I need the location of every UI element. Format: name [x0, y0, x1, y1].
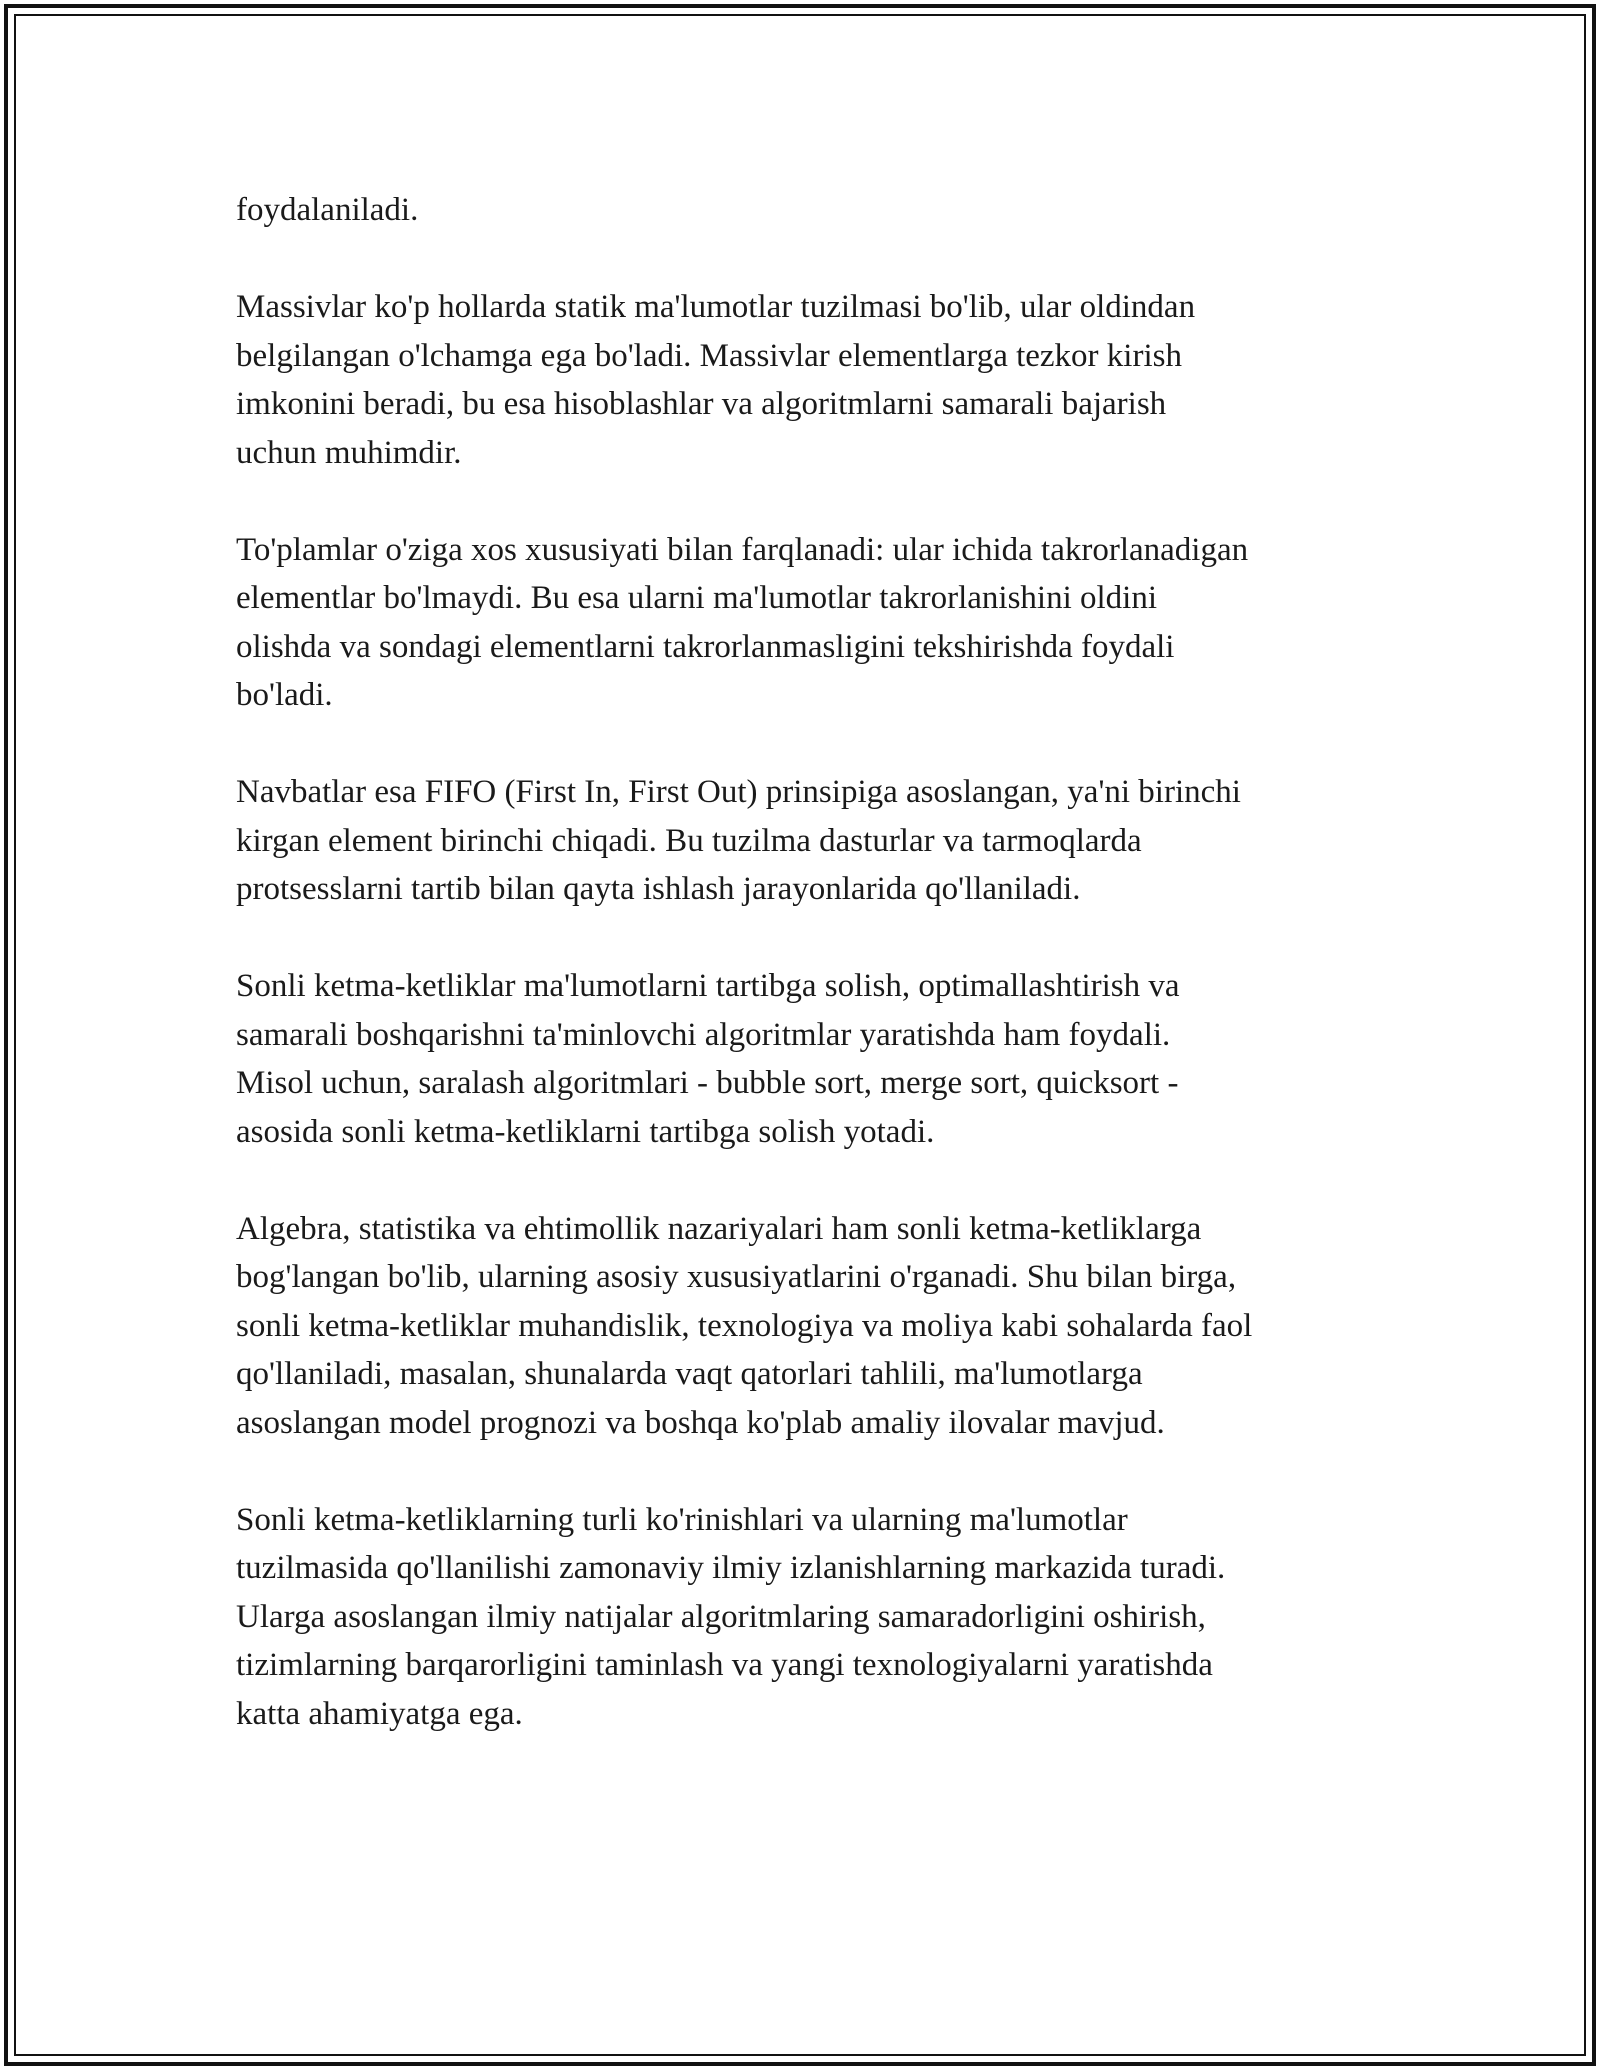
- paragraph-navbatlar: [236, 768, 1386, 914]
- text-line: katta ahamiyatga ega.: [236, 1695, 523, 1732]
- text-line: asoslangan model prognozi va boshqa ko'plab amaliy ilovalar mavjud.: [236, 1404, 1165, 1441]
- text-line: samarali boshqarishni ta'minlovchi algoritmlar yaratishda ham foydali.: [236, 1016, 1171, 1053]
- text-line: Massivlar ko'p hollarda statik ma'lumotlar tuzilmasi bo'lib, ular oldindan: [236, 289, 1196, 325]
- text-line: bo'ladi.: [236, 677, 333, 713]
- paragraph-algebra: [236, 1205, 1386, 1448]
- text-line: foydalaniladi.: [236, 192, 419, 228]
- text-line: protsesslarni tartib bilan qayta ishlash jarayonlarida qo'llaniladi.: [236, 871, 1081, 907]
- text-line: Sonli ketma-ketliklar ma'lumotlarni tartibga solish, optimallashtirish va: [236, 968, 1180, 1004]
- text-line: Algebra, statistika va ehtimollik nazariyalari ham sonli ketma-ketliklarga: [236, 1210, 1202, 1247]
- text-line: Ularga asoslangan ilmiy natijalar algoritmlaring samaradorligini oshirish,: [236, 1598, 1206, 1635]
- text-line: tizimlarning barqarorligini taminlash va yangi texnologiyalarni yaratishda: [236, 1647, 1213, 1683]
- text-line: bog'langan bo'lib, ularning asosiy xususiyatlarini o'rganadi. Shu bilan birga,: [236, 1259, 1237, 1295]
- paragraph-massivlar: [236, 283, 1386, 477]
- text-line: elementlar bo'lmaydi. Bu esa ularni ma'lumotlar takrorlanishini oldini: [236, 580, 1158, 616]
- paragraph-conclusion: [236, 1496, 1386, 1739]
- paragraph-continuation: [236, 186, 1386, 235]
- paragraph-toplamlar: [236, 526, 1386, 720]
- text-line: Navbatlar esa FIFO (First In, First Out) prinsipiga asoslangan, ya'ni birinchi: [236, 774, 1241, 810]
- text-line: kirgan element birinchi chiqadi. Bu tuzilma dasturlar va tarmoqlarda: [236, 822, 1142, 859]
- text-line: imkonini beradi, bu esa hisoblashlar va algoritmlarni samarali bajarish: [236, 386, 1167, 422]
- text-line: Misol uchun, saralash algoritmlari - bubble sort, merge sort, quicksort -: [236, 1065, 1179, 1101]
- document-body: [236, 186, 1386, 1787]
- text-line: tuzilmasida qo'llanilishi zamonaviy ilmiy izlanishlarning markazida turadi.: [236, 1550, 1226, 1586]
- text-line: To'plamlar o'ziga xos xususiyati bilan farqlanadi: ular ichida takrorlanadigan: [236, 531, 1249, 568]
- text-line: qo'llaniladi, masalan, shunalarda vaqt qatorlari tahlili, ma'lumotlarga: [236, 1356, 1143, 1392]
- text-line: Sonli ketma-ketliklarning turli ko'rinishlari va ularning ma'lumotlar: [236, 1501, 1128, 1538]
- text-line: olishda va sondagi elementlarni takrorlanmasligini tekshirishda foydali: [236, 628, 1175, 665]
- text-line: asosida sonli ketma-ketliklarni tartibga solish yotadi.: [236, 1113, 935, 1150]
- text-line: sonli ketma-ketliklar muhandislik, texnologiya va moliya kabi sohalarda faol: [236, 1307, 1253, 1344]
- paragraph-sonli-ketma-ketliklar: [236, 962, 1386, 1156]
- text-line: belgilangan o'lchamga ega bo'ladi. Massivlar elementlarga tezkor kirish: [236, 337, 1182, 374]
- text-line: uchun muhimdir.: [236, 434, 462, 471]
